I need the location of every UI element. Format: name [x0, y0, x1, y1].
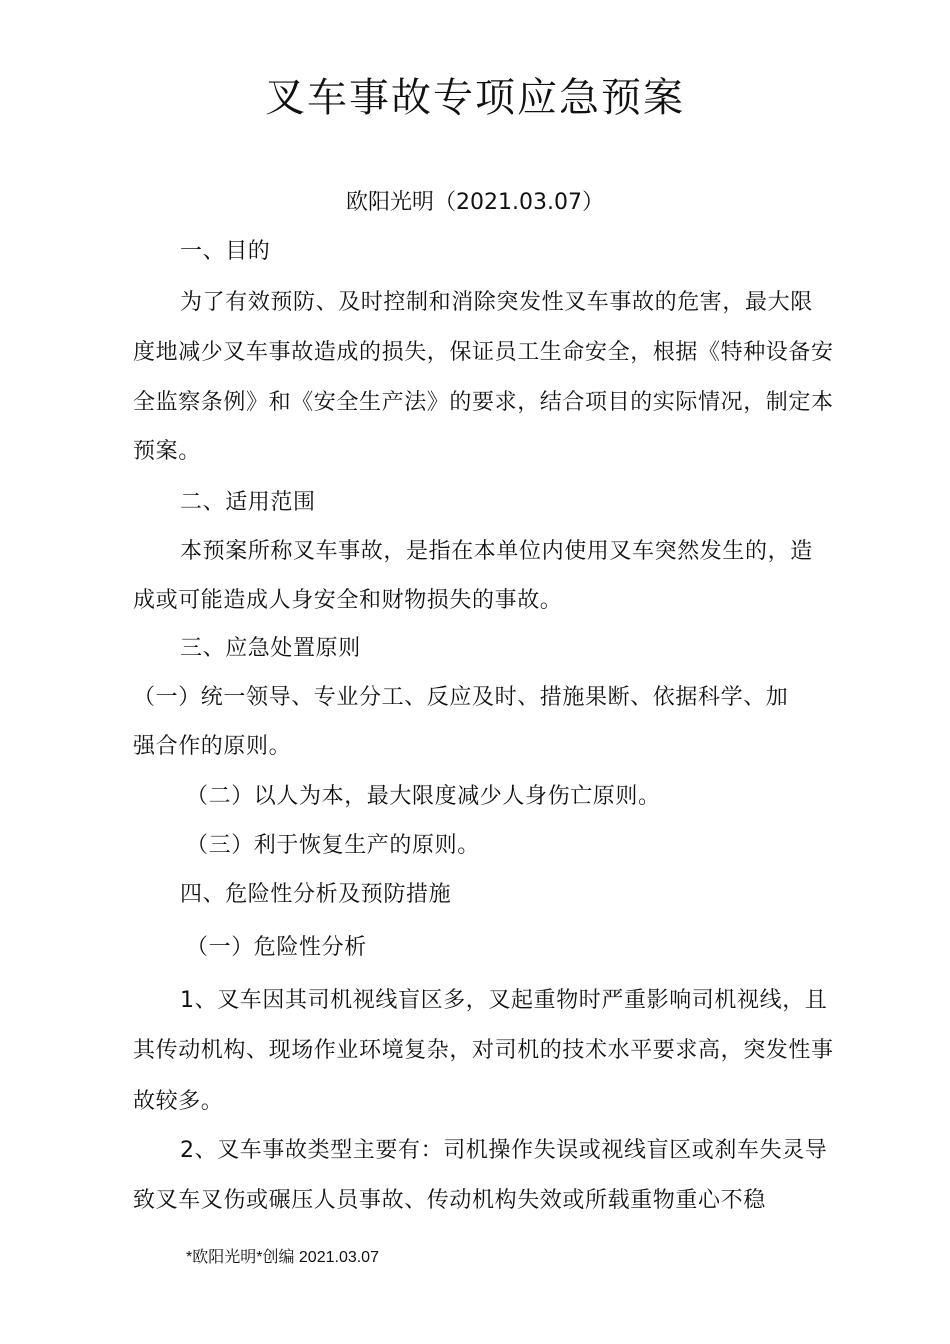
paragraph-line: 成或可能造成人身安全和财物损失的事故。	[133, 588, 563, 613]
section-heading-risk-analysis: 四、危险性分析及预防措施	[180, 882, 452, 907]
paragraph-line: 预案。	[133, 439, 201, 464]
section-heading-purpose: 一、目的	[180, 239, 271, 264]
paragraph-line: （三）利于恢复生产的原则。	[186, 833, 480, 858]
document-title: 叉车事故专项应急预案	[265, 75, 685, 121]
footer-note: *欧阳光明*创编 2021.03.07	[186, 1249, 379, 1266]
section-heading-principles: 三、应急处置原则	[180, 636, 361, 661]
section-heading-scope: 二、适用范围	[180, 490, 316, 515]
subsection-heading: （一）危险性分析	[186, 935, 367, 960]
author-line: 欧阳光明（2021.03.07）	[346, 190, 604, 215]
paragraph-line: 度地减少叉车事故造成的损失，保证员工生命安全，根据《特种设备安	[133, 340, 834, 365]
paragraph-line: 故较多。	[133, 1089, 224, 1114]
paragraph-line: 致叉车叉伤或碾压人员事故、传动机构失效或所载重物重心不稳	[133, 1188, 766, 1213]
paragraph-line: 强合作的原则。	[133, 734, 292, 759]
paragraph-line: 本预案所称叉车事故，是指在本单位内使用叉车突然发生的，造	[180, 539, 813, 564]
paragraph-line: 2、叉车事故类型主要有：司机操作失误或视线盲区或刹车失灵导	[180, 1138, 828, 1163]
paragraph-line: 为了有效预防、及时控制和消除突发性叉车事故的危害，最大限	[180, 290, 813, 315]
paragraph-line: （一）统一领导、专业分工、反应及时、措施果断、依据科学、加	[133, 685, 789, 710]
paragraph-line: （二）以人为本，最大限度减少人身伤亡原则。	[186, 784, 661, 809]
paragraph-line: 其传动机构、现场作业环境复杂，对司机的技术水平要求高，突发性事	[133, 1038, 834, 1063]
paragraph-line: 全监察条例》和《安全生产法》的要求，结合项目的实际情况，制定本	[133, 390, 834, 415]
paragraph-line: 1、叉车因其司机视线盲区多，叉起重物时严重影响司机视线，且	[180, 988, 828, 1013]
